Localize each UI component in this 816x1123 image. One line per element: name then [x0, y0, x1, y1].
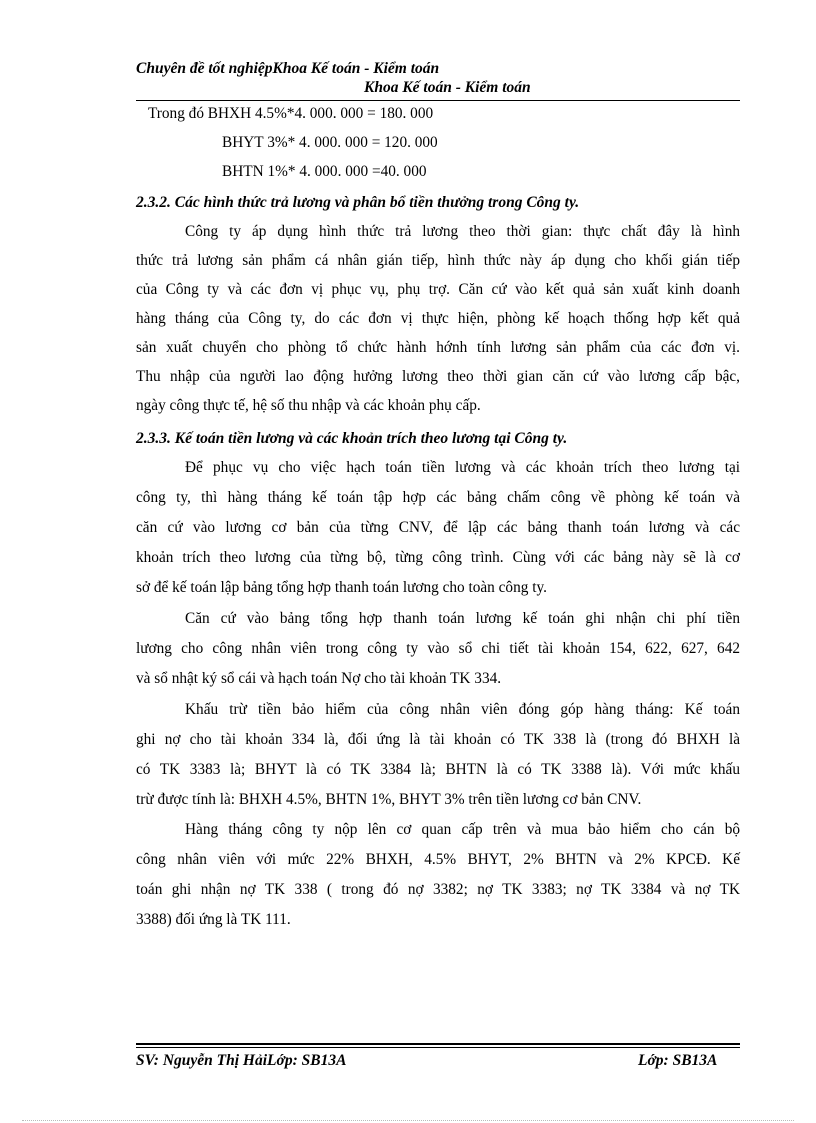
section-heading-2-3-3: 2.3.3. Kế toán tiền lương và các khoản trích theo lương tại Công ty.: [136, 430, 568, 447]
paragraph-line: lương cho công nhân viên trong công ty vào sổ chi tiết tài khoản 154, 622, 627, 642: [136, 640, 740, 657]
calc-line-bhyt: BHYT 3%* 4. 000. 000 = 120. 000: [222, 134, 438, 151]
paragraph-line: có TK 3383 là; BHYT là có TK 3384 là; BHTN là có TK 3388 là). Với mức khấu: [136, 761, 740, 778]
paragraph-line: Hàng tháng công ty nộp lên cơ quan cấp trên và mua bảo hiểm cho cán bộ: [185, 821, 740, 838]
calc-line-bhxh: Trong đó BHXH 4.5%*4. 000. 000 = 180. 000: [148, 105, 434, 122]
footer-rule-thick: [136, 1043, 740, 1045]
paragraph-line: Công ty áp dụng hình thức trả lương theo thời gian: thực chất đây là hình: [185, 223, 740, 240]
paragraph-line: Căn cứ vào bảng tổng hợp thanh toán lương kế toán ghi nhận chi phí tiền: [185, 610, 740, 627]
paragraph-line: công nhân viên với mức 22% BHXH, 4.5% BHYT, 2% BHTN và 2% KPCĐ. Kế: [136, 851, 740, 868]
footer-student: SV: Nguyễn Thị HảiLớp: SB13A: [136, 1052, 347, 1069]
header-line-1: Chuyên đề tốt nghiệpKhoa Kế toán - Kiểm toán: [136, 60, 440, 77]
paragraph-line: khoản trích theo lương của từng bộ, từng công trình. Cùng với các bảng này sẽ là cơ: [136, 549, 740, 566]
paragraph-line: thức trả lương sản phẩm cá nhân gián tiếp, hình thức này áp dụng cho khối gián tiếp: [136, 252, 740, 269]
paragraph-line: toán ghi nhận nợ TK 338 ( trong đó nợ 3382; nợ TK 3383; nợ TK 3384 và nợ TK: [136, 881, 740, 898]
section-heading-2-3-2: 2.3.2. Các hình thức trả lương và phân bổ tiền thưởng trong Công ty.: [136, 194, 580, 211]
calc-line-bhtn: BHTN 1%* 4. 000. 000 =40. 000: [222, 163, 427, 180]
footer-class: Lớp: SB13A: [638, 1052, 718, 1069]
paragraph-line: ghi nợ cho tài khoản 334 là, đối ứng là tài khoản có TK 338 là (trong đó BHXH là: [136, 731, 740, 748]
paragraph-line: Để phục vụ cho việc hạch toán tiền lương và các khoản trích theo lương tại: [185, 459, 740, 476]
paragraph-line: công ty, thì hàng tháng kế toán tập hợp các bảng chấm công về phòng kế toán và: [136, 489, 740, 506]
page-edge-divider: [22, 1120, 794, 1121]
paragraph-line: sản xuất chuyển cho phòng tổ chức hành hớnh tính lương sản phẩm của các đơn vị.: [136, 339, 740, 356]
header-line-2: Khoa Kế toán - Kiểm toán: [364, 79, 531, 96]
header-rule: [136, 100, 740, 101]
paragraph-line: Thu nhập của người lao động hưởng lương theo thời gian căn cứ vào lương cấp bậc,: [136, 368, 740, 385]
paragraph-line: Khấu trừ tiền bảo hiểm của công nhân viên đóng góp hàng tháng: Kế toán: [185, 701, 740, 718]
paragraph-line: hàng tháng của Công ty, do các đơn vị thực hiện, phòng kế hoạch thống hợp kết quả: [136, 310, 740, 327]
paragraph-line: trừ được tính là: BHXH 4.5%, BHTN 1%, BHYT 3% trên tiền lương cơ bản CNV.: [136, 791, 642, 808]
paragraph-line: 3388) đối ứng là TK 111.: [136, 911, 291, 928]
paragraph-line: và sổ nhật ký sổ cái và hạch toán Nợ cho tài khoản TK 334.: [136, 670, 502, 687]
paragraph-line: căn cứ vào lương cơ bản của từng CNV, để lập các bảng thanh toán lương và các: [136, 519, 740, 536]
paragraph-line: của Công ty và các đơn vị phục vụ, phụ trợ. Căn cứ vào kết quả sản xuất kinh doanh: [136, 281, 740, 298]
paragraph-line: sở để kế toán lập bảng tổng hợp thanh toán lương cho toàn công ty.: [136, 579, 547, 596]
paragraph-line: ngày công thực tế, hệ số thu nhập và các khoản phụ cấp.: [136, 397, 481, 414]
footer-rule-thin: [136, 1047, 740, 1048]
